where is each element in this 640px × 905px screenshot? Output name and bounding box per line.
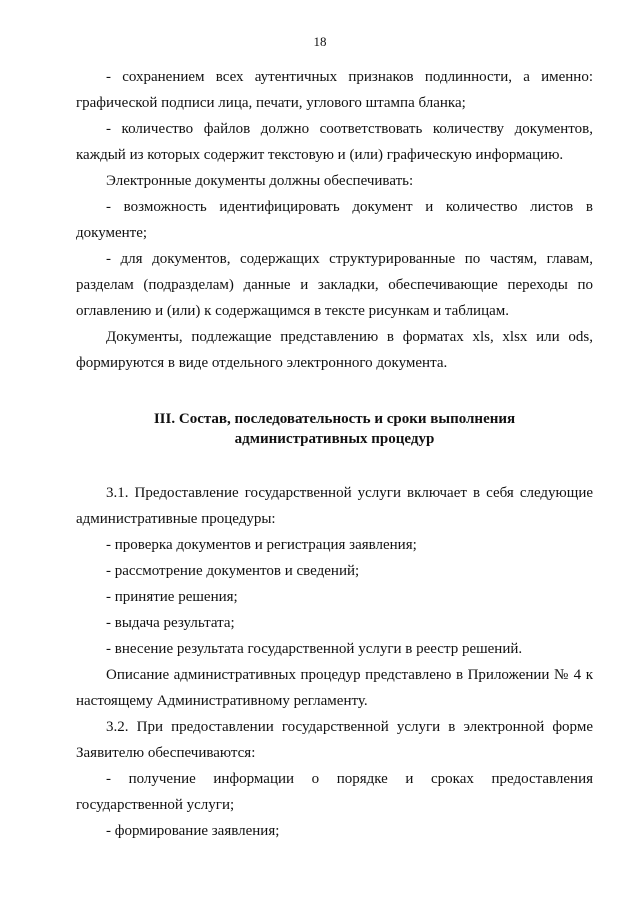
paragraph: Электронные документы должны обеспечивать: [106,173,414,189]
list-item: - внесение результата государственной услуги в реестр решений. [106,641,523,657]
section-heading [76,409,593,449]
paragraph: Описание административных процедур представлено в Приложении № 4 к настоящему Административному регламенту. [76,667,593,709]
section-heading-line: III. Состав, последовательность и сроки выполнения [153,411,516,427]
list-item: - принятие решения; [106,589,238,605]
paragraph: Документы, подлежащие представлению в форматах xls, xlsx или ods, формируются в виде отдельного электронного документа. [76,329,593,371]
paragraph: - сохранением всех аутентичных признаков подлинности, а именно: графической подписи лица, печати, углового штампа бланка; [76,69,593,111]
paragraph: - количество файлов должно соответствовать количеству документов, каждый из которых содержит текстовую и (или) графическую информацию. [76,121,593,163]
list-item: - формирование заявления; [106,823,280,839]
paragraph: - для документов, содержащих структурированные по частям, главам, разделам (подразделам) данные и закладки, обеспечивающие переходы по оглавлению и (или) к содержащимся в тексте рисункам и таблицам. [76,251,593,319]
paragraph: 3.1. Предоставление государственной услуги включает в себя следующие административные процедуры: [76,485,593,527]
section-heading-line: административных процедур [234,431,435,447]
list-item: - получение информации о порядке и сроках предоставления государственной услуги; [76,771,593,813]
page-number: 18 [313,34,327,49]
spacer [76,376,593,409]
list-item: - выдача результата; [106,615,235,631]
list-item: - проверка документов и регистрация заявления; [106,537,417,553]
list-item: - рассмотрение документов и сведений; [106,563,360,579]
document-body [76,64,593,844]
paragraph: - возможность идентифицировать документ и количество листов в документе; [76,199,593,241]
spacer [76,449,593,480]
paragraph: 3.2. При предоставлении государственной услуги в электронной форме Заявителю обеспечиваются: [76,719,593,761]
